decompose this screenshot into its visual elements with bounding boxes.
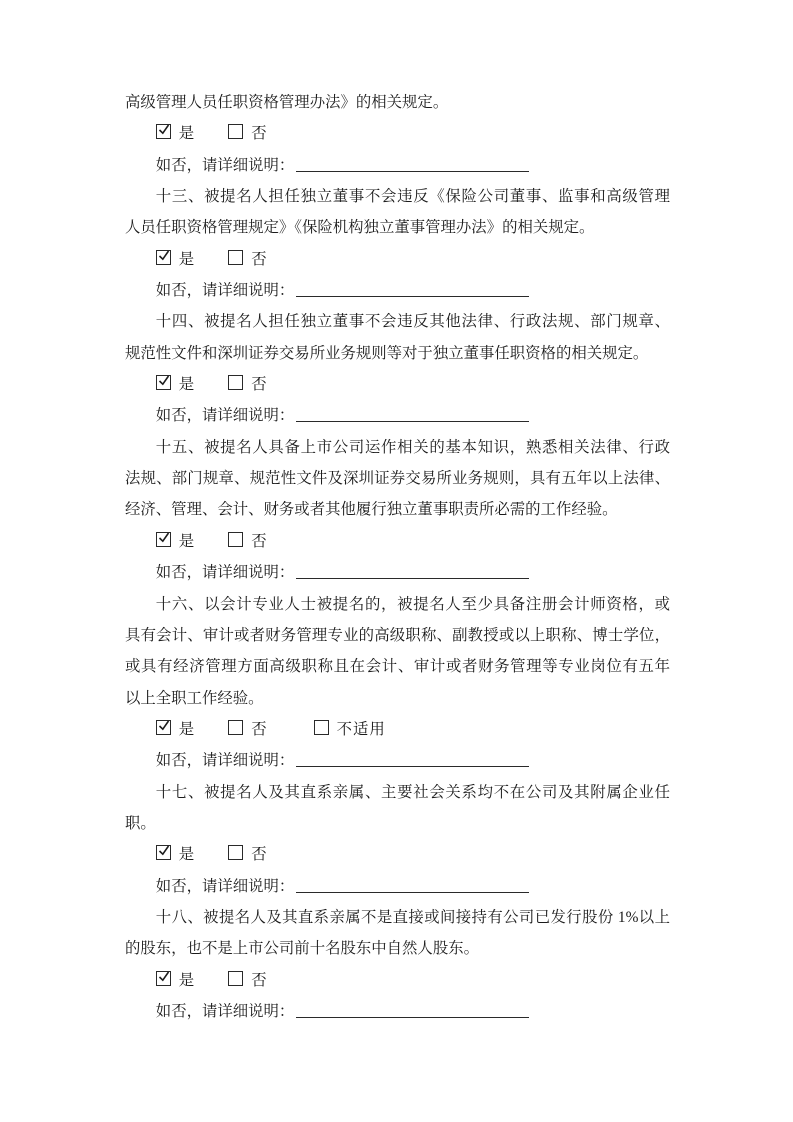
statement-line: 或具有经济管理方面高级职称且在会计、审计或者财务管理等专业岗位有五年	[125, 658, 670, 676]
answer-options	[125, 118, 670, 149]
followup-line	[125, 400, 670, 431]
followup-label: 如否，请详细说明：	[155, 156, 295, 174]
unchecked-checkbox-icon[interactable]	[228, 532, 243, 547]
questionnaire	[125, 87, 670, 1027]
checked-checkbox-icon[interactable]	[156, 124, 171, 139]
checked-checkbox-icon[interactable]	[156, 845, 171, 860]
statement-line: 经济、管理、会计、财务或者其他履行独立董事职责所必需的工作经验。	[125, 501, 618, 519]
question-block	[125, 902, 670, 1027]
option-label: 否	[251, 376, 268, 394]
checked-checkbox-icon[interactable]	[156, 375, 171, 390]
followup-line	[125, 996, 670, 1027]
option-na[interactable]	[314, 721, 386, 738]
statement-line: 十三、被提名人担任独立董事不会违反《保险公司董事、监事和高级管理	[155, 188, 670, 206]
checked-checkbox-icon[interactable]	[156, 532, 171, 547]
option-yes[interactable]	[156, 125, 195, 142]
question-block	[125, 432, 670, 589]
option-label: 否	[251, 532, 268, 550]
unchecked-checkbox-icon[interactable]	[228, 250, 243, 265]
option-label: 否	[251, 971, 268, 989]
followup-label: 如否，请详细说明：	[155, 407, 295, 425]
followup-line	[125, 745, 670, 776]
answer-options	[125, 526, 670, 557]
followup-blank-field[interactable]	[296, 157, 529, 172]
followup-label: 如否，请详细说明：	[155, 282, 295, 300]
option-no[interactable]	[228, 846, 267, 863]
option-label: 否	[251, 125, 268, 143]
option-no[interactable]	[228, 972, 267, 989]
question-statement	[125, 589, 670, 714]
followup-blank-field[interactable]	[296, 564, 529, 579]
answer-options	[125, 839, 670, 870]
followup-label: 如否，请详细说明：	[155, 877, 295, 895]
statement-line: 人员任职资格管理规定》《保险机构独立董事管理办法》的相关规定。	[125, 219, 595, 237]
followup-label: 如否，请详细说明：	[155, 752, 295, 770]
question-block	[125, 589, 670, 777]
followup-line	[125, 275, 670, 306]
option-yes[interactable]	[156, 846, 195, 863]
checked-checkbox-icon[interactable]	[156, 720, 171, 735]
answer-options	[125, 965, 670, 996]
followup-blank-field[interactable]	[296, 407, 529, 422]
statement-line: 十七、被提名人及其直系亲属、主要社会关系均不在公司及其附属企业任	[155, 783, 670, 801]
answer-options	[125, 714, 670, 745]
question-block	[125, 181, 670, 306]
followup-blank-field[interactable]	[296, 752, 529, 767]
checked-checkbox-icon[interactable]	[156, 250, 171, 265]
option-yes[interactable]	[156, 376, 195, 393]
followup-blank-field[interactable]	[296, 282, 529, 297]
statement-line: 职。	[125, 814, 156, 832]
option-label: 是	[178, 532, 196, 550]
followup-line	[125, 557, 670, 588]
option-yes[interactable]	[156, 533, 195, 550]
followup-label: 如否，请详细说明：	[155, 1002, 295, 1020]
unchecked-checkbox-icon[interactable]	[228, 845, 243, 860]
statement-line: 的股东，也不是上市公司前十名股东中自然人股东。	[125, 940, 479, 958]
unchecked-checkbox-icon[interactable]	[228, 971, 243, 986]
option-yes[interactable]	[156, 251, 195, 268]
question-statement	[125, 306, 670, 369]
question-statement	[125, 87, 670, 118]
statement-line: 法规、部门规章、规范性文件及深圳证券交易所业务规则，具有五年以上法律、	[125, 470, 670, 488]
statement-line: 规范性文件和深圳证券交易所业务规则等对于独立董事任职资格的相关规定。	[125, 344, 649, 362]
question-block	[125, 306, 670, 431]
statement-line: 十八、被提名人及其直系亲属不是直接或间接持有公司已发行股份 1%以上	[155, 908, 670, 926]
answer-options	[125, 244, 670, 275]
question-statement	[125, 777, 670, 840]
followup-blank-field[interactable]	[296, 878, 529, 893]
option-label: 是	[178, 720, 196, 738]
unchecked-checkbox-icon[interactable]	[314, 720, 329, 735]
question-block	[125, 87, 670, 181]
statement-line: 十五、被提名人具备上市公司运作相关的基本知识，熟悉相关法律、行政	[155, 438, 670, 456]
option-no[interactable]	[228, 376, 267, 393]
statement-line: 高级管理人员任职资格管理办法》的相关规定。	[125, 94, 449, 111]
option-label: 否	[251, 720, 268, 738]
option-no[interactable]	[228, 533, 267, 550]
option-label: 不适用	[336, 720, 386, 738]
followup-line	[125, 871, 670, 902]
question-statement	[125, 181, 670, 244]
option-yes[interactable]	[156, 721, 195, 738]
question-statement	[125, 902, 670, 965]
statement-line: 十六、以会计专业人士被提名的，被提名人至少具备注册会计师资格，或	[155, 595, 670, 613]
option-label: 否	[251, 250, 268, 268]
question-block	[125, 777, 670, 902]
followup-label: 如否，请详细说明：	[155, 564, 295, 582]
option-label: 否	[251, 846, 268, 864]
statement-line: 以上全职工作经验。	[125, 689, 264, 707]
option-yes[interactable]	[156, 972, 195, 989]
option-label: 是	[178, 250, 196, 268]
answer-options	[125, 369, 670, 400]
option-label: 是	[178, 125, 196, 143]
statement-line: 具有会计、审计或者财务管理专业的高级职称、副教授或以上职称、博士学位，	[125, 626, 670, 644]
option-label: 是	[178, 971, 196, 989]
unchecked-checkbox-icon[interactable]	[228, 720, 243, 735]
followup-blank-field[interactable]	[296, 1003, 529, 1018]
checked-checkbox-icon[interactable]	[156, 971, 171, 986]
unchecked-checkbox-icon[interactable]	[228, 124, 243, 139]
option-label: 是	[178, 846, 196, 864]
option-no[interactable]	[228, 721, 267, 738]
option-label: 是	[178, 376, 196, 394]
statement-line: 十四、被提名人担任独立董事不会违反其他法律、行政法规、部门规章、	[155, 313, 670, 331]
question-statement	[125, 432, 670, 526]
followup-line	[125, 150, 670, 181]
option-no[interactable]	[228, 251, 267, 268]
unchecked-checkbox-icon[interactable]	[228, 375, 243, 390]
option-no[interactable]	[228, 125, 267, 142]
